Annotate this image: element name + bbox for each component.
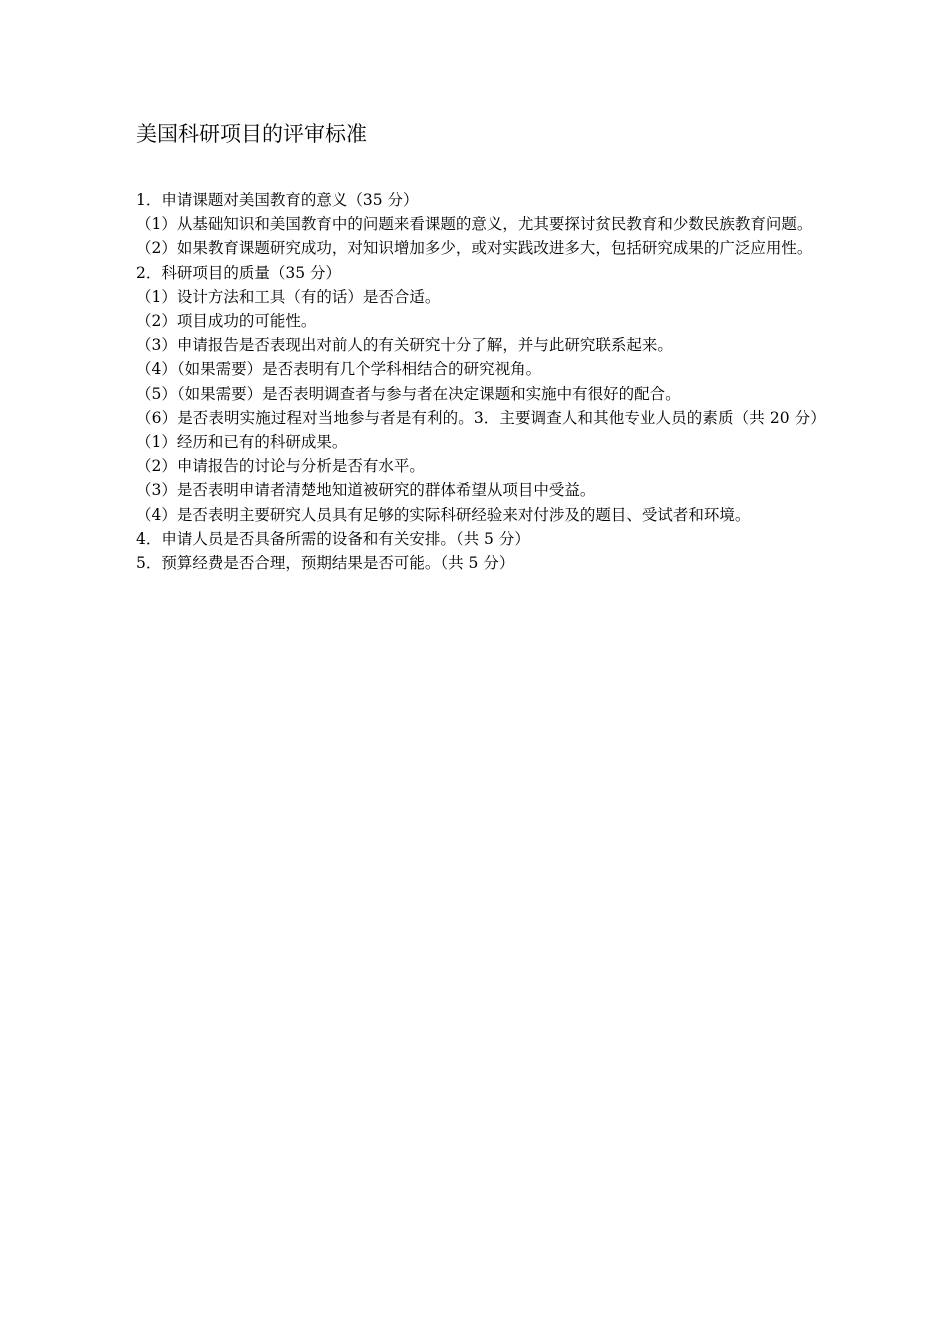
section-2-item-1: （1）设计方法和工具（有的话）是否合适。 bbox=[136, 287, 441, 306]
section-4: 4．申请人员是否具备所需的设备和有关安排。（共 5 分） bbox=[136, 529, 530, 548]
section-1-item-1: （1）从基础知识和美国教育中的问题来看课题的意义，尤其要探讨贫民教育和少数民族教育问题。 bbox=[136, 215, 813, 234]
section-3-item-2: （2）申请报告的讨论与分析是否有水平。 bbox=[136, 457, 425, 476]
section-5: 5．预算经费是否合理，预期结果是否可能。（共 5 分） bbox=[136, 554, 515, 573]
section-2-item-4: （4）（如果需要）是否表明有几个学科相结合的研究视角。 bbox=[136, 360, 542, 379]
document-title: 美国科研项目的评审标准 bbox=[136, 122, 367, 146]
section-2-item-3: （3）申请报告是否表现出对前人的有关研究十分了解，并与此研究联系起来。 bbox=[136, 336, 673, 355]
section-3-item-4: （4）是否表明主要研究人员具有足够的实际科研经验来对付涉及的题目、受试者和环境。 bbox=[136, 505, 751, 524]
section-1-heading: 1．申请课题对美国教育的意义（35 分） bbox=[136, 191, 419, 209]
section-1-item-2: （2）如果教育课题研究成功，对知识增加多少，或对实践改进多大，包括研究成果的广泛应用性。 bbox=[136, 239, 813, 258]
document-page bbox=[136, 118, 818, 575]
section-2-item-5: （5）（如果需要）是否表明调查者与参与者在决定课题和实施中有很好的配合。 bbox=[136, 384, 681, 403]
section-3-item-3: （3）是否表明申请者清楚地知道被研究的群体希望从项目中受益。 bbox=[136, 481, 596, 500]
section-2-item-2: （2）项目成功的可能性。 bbox=[136, 312, 317, 331]
section-2-heading: 2．科研项目的质量（35 分） bbox=[136, 263, 342, 282]
document-body bbox=[136, 188, 818, 575]
section-2-item-6-and-section-3: （6）是否表明实施过程对当地参与者是有利的。3．主要调查人和其他专业人员的素质（共 20 分）（1）经历和已有的科研成果。 bbox=[136, 408, 818, 452]
